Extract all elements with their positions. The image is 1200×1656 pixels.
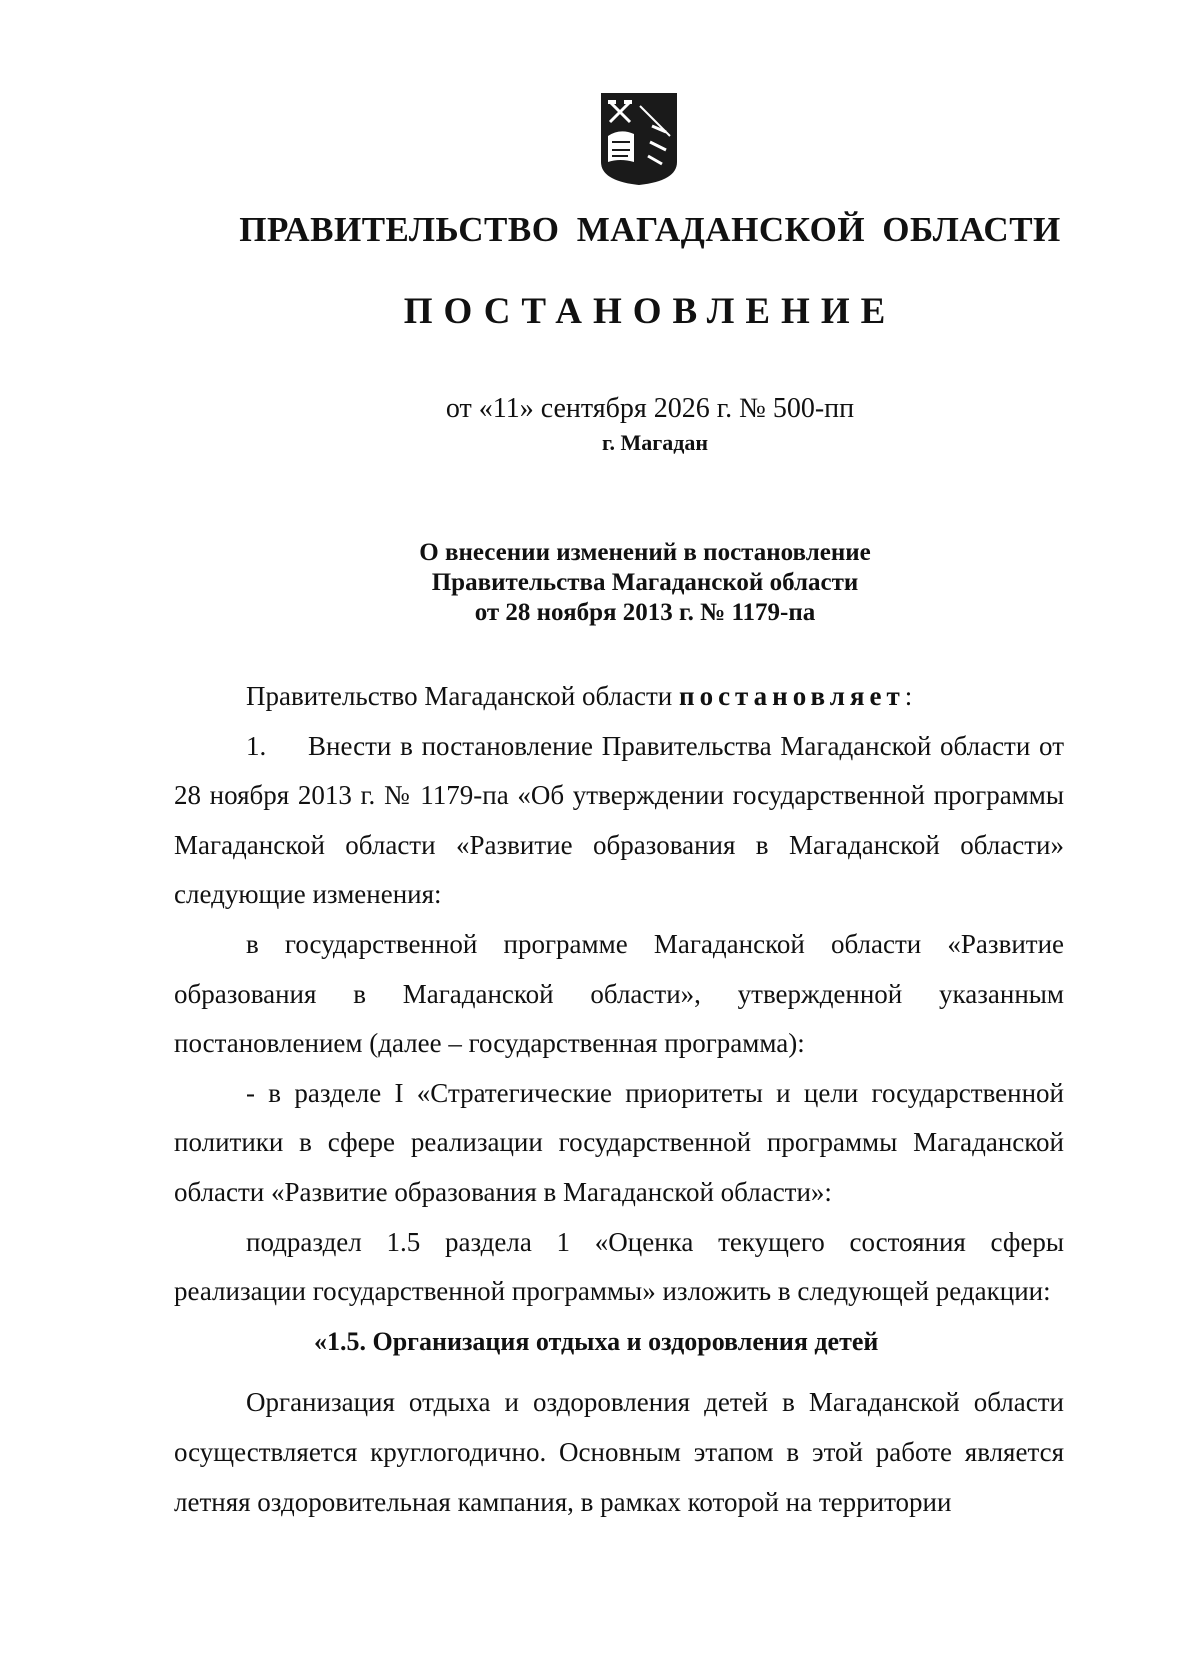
paragraph-2: в государственной программе Магаданской области «Развитие образования в Магаданской области», утвержденной указанным постановлением (далее – государственная программа): <box>174 928 1064 1059</box>
subject-line-2: Правительства Магаданской области <box>431 569 859 596</box>
item-1-text: Внести в постановление Правительства Магаданской области от 28 ноября 2013 г. № 1179-па «Об утверждении государственной программы Магаданской области «Развитие образования в Магаданской области» следующие изменения: <box>174 730 1064 910</box>
intro-prefix: Правительство Магаданской области <box>246 681 680 711</box>
city: г. Магадан <box>601 430 709 455</box>
intro-suffix: : <box>904 681 913 711</box>
paragraph-3: - в разделе I «Стратегические приоритеты и цели государственной политики в сфере реализации государственной программы Магаданской области «Развитие образования в Магаданской области»: <box>174 1077 1064 1207</box>
item-1-number: 1. <box>246 730 267 761</box>
document-type: ПОСТАНОВЛЕНИЕ <box>403 291 897 332</box>
paragraph-4: подраздел 1.5 раздела 1 «Оценка текущего состояния сферы реализации государственной программы» изложить в следующей редакции: <box>174 1226 1064 1307</box>
document-subject <box>45 538 1200 628</box>
subject-line-3: от 28 ноября 2013 г. № 1179-па <box>474 599 816 626</box>
intro-paragraph <box>174 672 1064 722</box>
date-number: от «11» сентября 2026 г. № 500-пп <box>445 393 855 424</box>
paragraph-5: Организация отдыха и оздоровления детей в Магаданской области осуществляется круглогодично. Основным этапом в этой работе является летняя оздоровительная кампания, в рамках которой на территории <box>174 1387 1064 1517</box>
section-heading: «1.5. Организация отдыха и оздоровления детей <box>314 1326 879 1356</box>
organization-title: ПРАВИТЕЛЬСТВО МАГАДАНСКОЙ ОБЛАСТИ <box>239 210 1061 249</box>
subject-line-1: О внесении изменений в постановление <box>419 539 871 566</box>
item-1-paragraph <box>174 722 1064 920</box>
document-body <box>174 672 1064 1527</box>
coat-of-arms-icon <box>600 92 678 186</box>
intro-spaced-word: постановляет <box>679 681 905 711</box>
